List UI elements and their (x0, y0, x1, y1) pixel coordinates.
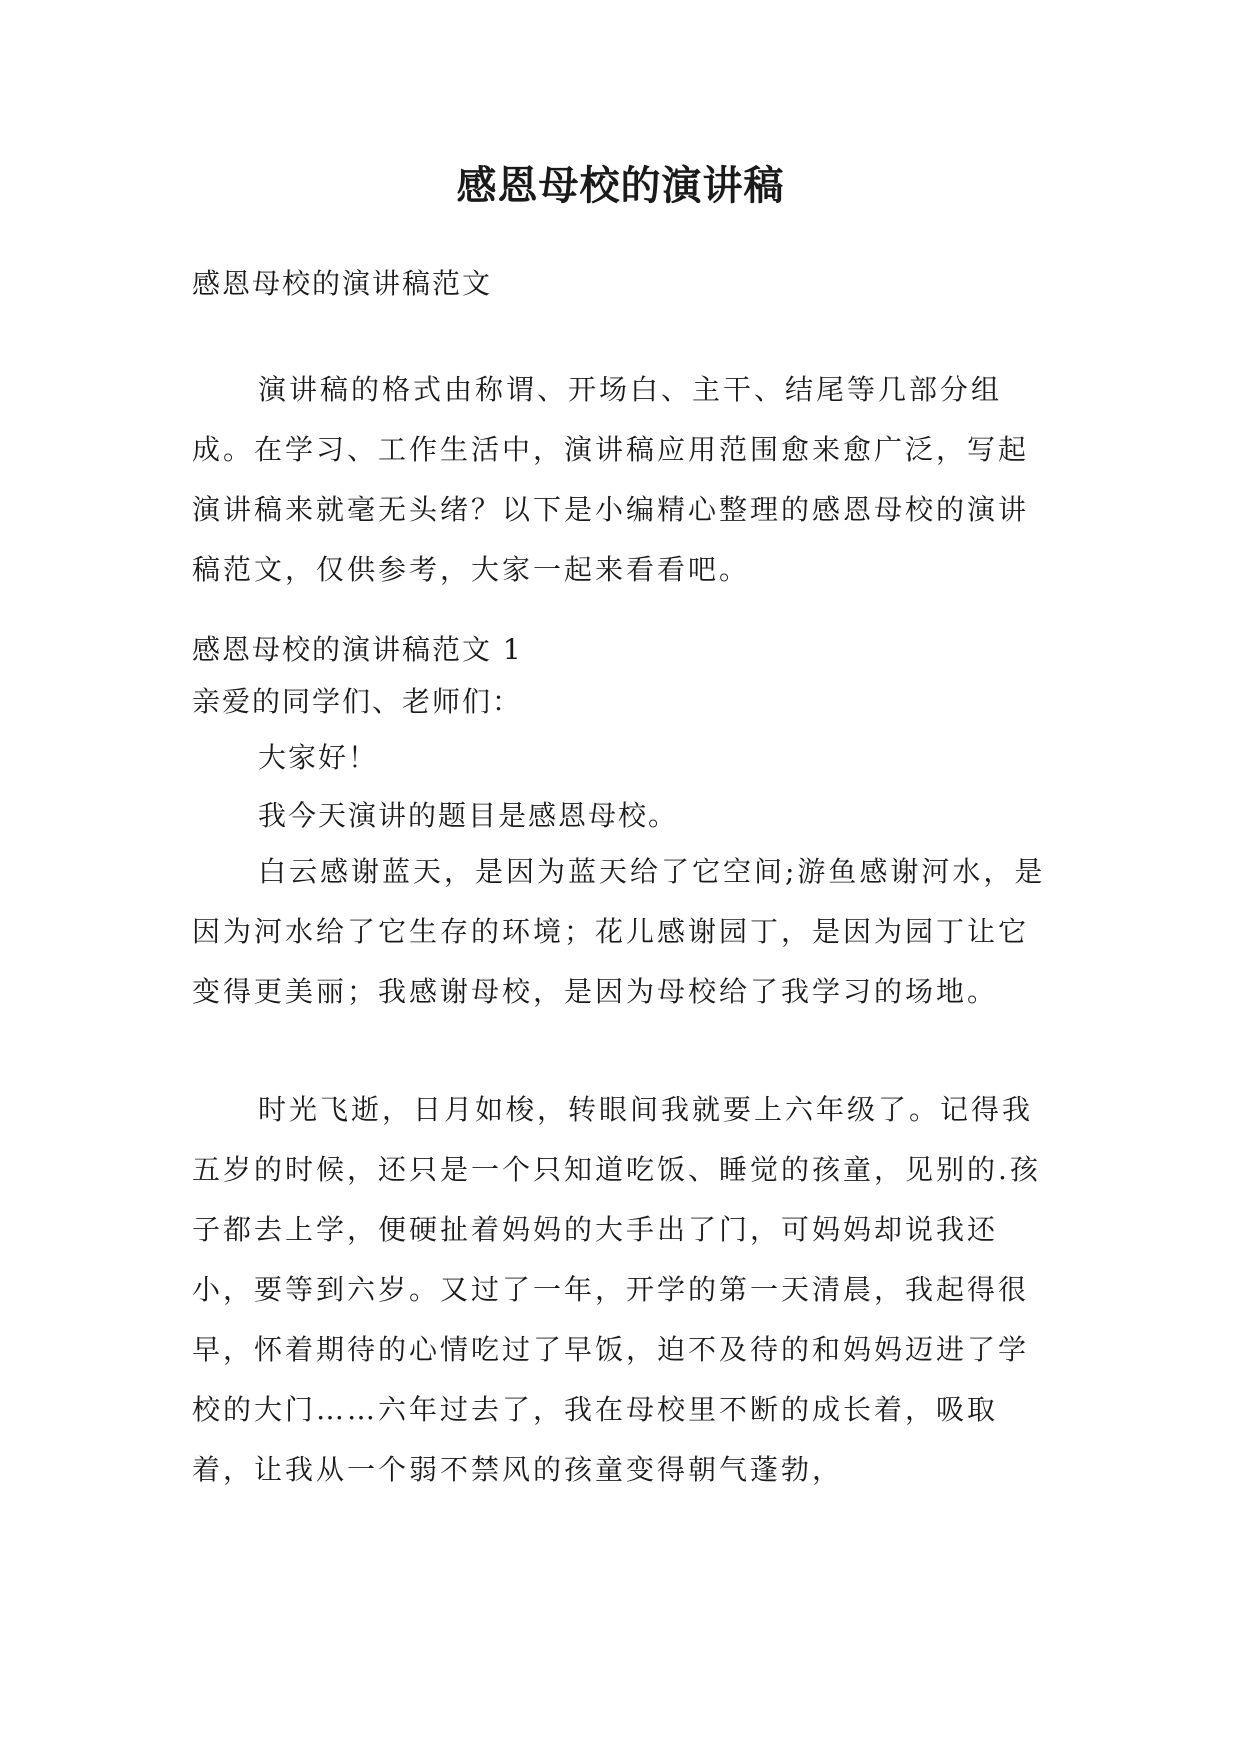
greeting: 大家好！ (258, 741, 379, 774)
salutation: 亲爱的同学们、老师们： (192, 685, 523, 718)
speech-topic: 我今天演讲的题目是感恩母校。 (258, 799, 679, 832)
intro-paragraph: 演讲稿的格式由称谓、开场白、主干、结尾等几部分组成。在学习、工作生活中，演讲稿应用范围愈来愈广泛，写起演讲稿来就毫无头绪？以下是小编精心整理的感恩母校的演讲稿范文，仅供参考，大家一起来看看吧。 (192, 373, 1030, 586)
body-paragraph-1: 白云感谢蓝天，是因为蓝天给了它空间;游鱼感谢河水，是因为河水给了它生存的环境；花儿感谢园丁，是因为园丁让它变得更美丽；我感谢母校，是因为母校给了我学习的场地。 (192, 855, 1046, 1008)
document-title: 感恩母校的演讲稿 (456, 162, 785, 209)
section-heading: 感恩母校的演讲稿范文 1 (192, 633, 523, 666)
body-paragraph-2: 时光飞逝，日月如梭，转眼间我就要上六年级了。记得我五岁的时候，还只是一个只知道吃饭、睡觉的孩童，见别的.孩子都去上学，便硬扯着妈妈的大手出了门，可妈妈却说我还小，要等到六岁。又过了一年，开学的第一天清晨，我起得很早，怀着期待的心情吃过了早饭，迫不及待的和妈妈迈进了学校的大门……六年过去了，我在母校里不断的成长着，吸取着，让我从一个弱不禁风的孩童变得朝气蓬勃， (192, 1093, 1041, 1486)
document-subtitle: 感恩母校的演讲稿范文 (192, 267, 493, 300)
